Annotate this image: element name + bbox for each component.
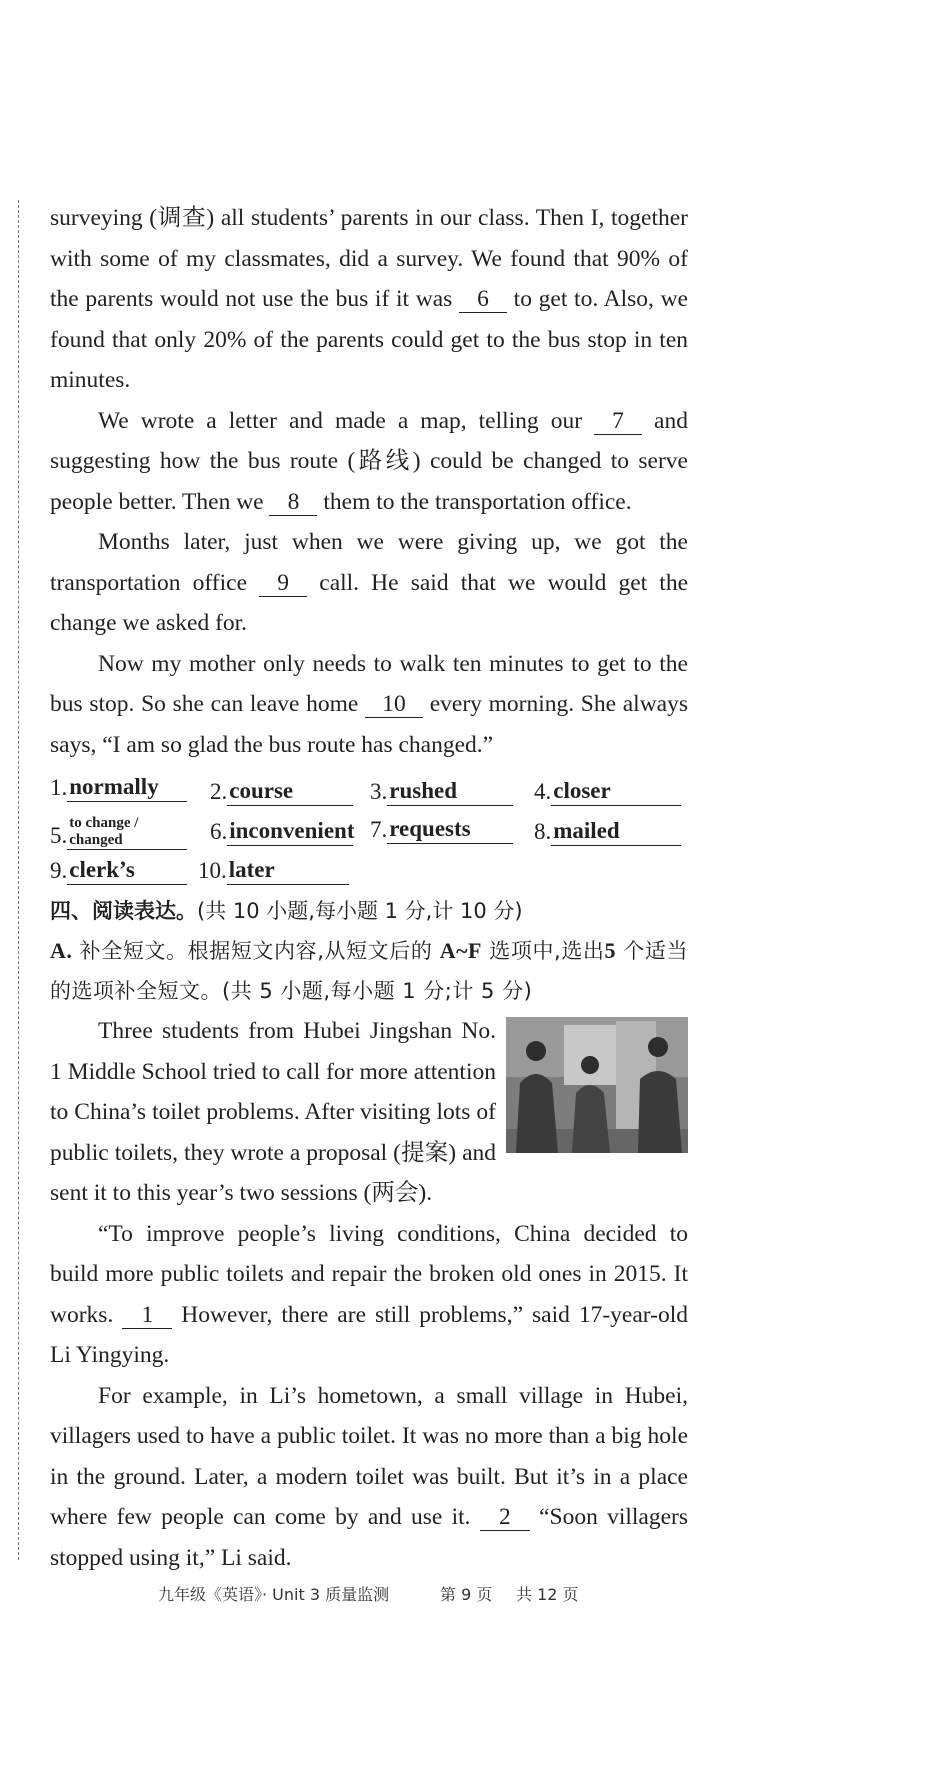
blank-1: 1 [122, 1302, 172, 1329]
blank-2: 2 [480, 1504, 530, 1531]
page-column [50, 198, 688, 1578]
answer-item: 9.clerk’s [50, 856, 187, 885]
footer-total-pages: 共 12 页 [516, 1585, 579, 1604]
cut-line [18, 200, 19, 1560]
answer-item: 4.closer [534, 777, 681, 806]
passage-paragraph: We wrote a letter and made a map, telling our 7 and suggesting how the bus route (路线) could be changed to serve people better. Then we 8 them to the transportation office. [50, 407, 688, 515]
passage-paragraph: Months later, just when we were giving up, we got the transportation office 9 call. He said that we would get the change we asked for. [50, 529, 688, 636]
passage-paragraph: surveying (调查) all students’ parents in our class. Then I, together with some of my classmates, did a survey. We found that 90% of the parents would not use the bus if it was 6 to get to. Also, we found that only 20% of the parents could get to the bus stop in ten minutes. [50, 205, 688, 393]
answer-key [50, 767, 688, 891]
answer-item: 8.mailed [534, 817, 681, 846]
blank-6: 6 [459, 286, 507, 313]
passage-paragraph: Three students from Hubei Jingshan No. 1 Middle School tried to call for more attention to China’s toilet problems. After visiting lots of public toilets, they wrote a proposal (提案) and sent it to this year’s two sessions (两会). [50, 1018, 496, 1206]
footer-page-number: 第 9 页 [440, 1585, 493, 1604]
blank-10: 10 [365, 691, 423, 718]
passage-paragraph: For example, in Li’s hometown, a small village in Hubei, villagers used to have a public toilet. It was no more than a big hole in the ground. Later, a modern toilet was built. But it’s in a place where few people can come by and use it. 2 “Soon villagers stopped using it,” Li said. [50, 1382, 689, 1571]
answer-item: 5. to change / changed [50, 815, 187, 850]
students-photo [506, 1017, 688, 1153]
answer-item: 6.inconvenient [210, 818, 355, 844]
blank-7: 7 [594, 408, 642, 435]
blank-8: 8 [269, 489, 317, 516]
answer-item: 3.rushed [370, 777, 513, 806]
answer-item: 10.later [198, 856, 349, 885]
footer-book-title: 九年级《英语》· Unit 3 质量监测 [158, 1585, 390, 1604]
answer-item: 7.requests [370, 815, 513, 844]
answer-item: 2.course [210, 777, 353, 806]
answer-item: 1.normally [50, 773, 187, 802]
passage-paragraph: Now my mother only needs to walk ten minutes to get to the bus stop. So she can leave home 10 every morning. She always says, “I am so glad the bus route has changed.” [50, 650, 688, 758]
passage-paragraph: “To improve people’s living conditions, China decided to build more public toilets and repair the broken old ones in 2015. It works. 1 However, there are still problems,” said 17-year-old Li Yingying. [50, 1220, 688, 1368]
section-heading: 四、阅读表达。(共 10 小题,每小题 1 分,计 10 分) [50, 899, 523, 923]
part-a-instructions: A. 补全短文。根据短文内容,从短文后的 A~F 选项中,选出5 个适当的选项补全短文。(共 5 小题,每小题 1 分;计 5 分) [50, 938, 688, 1003]
blank-9: 9 [259, 570, 307, 597]
